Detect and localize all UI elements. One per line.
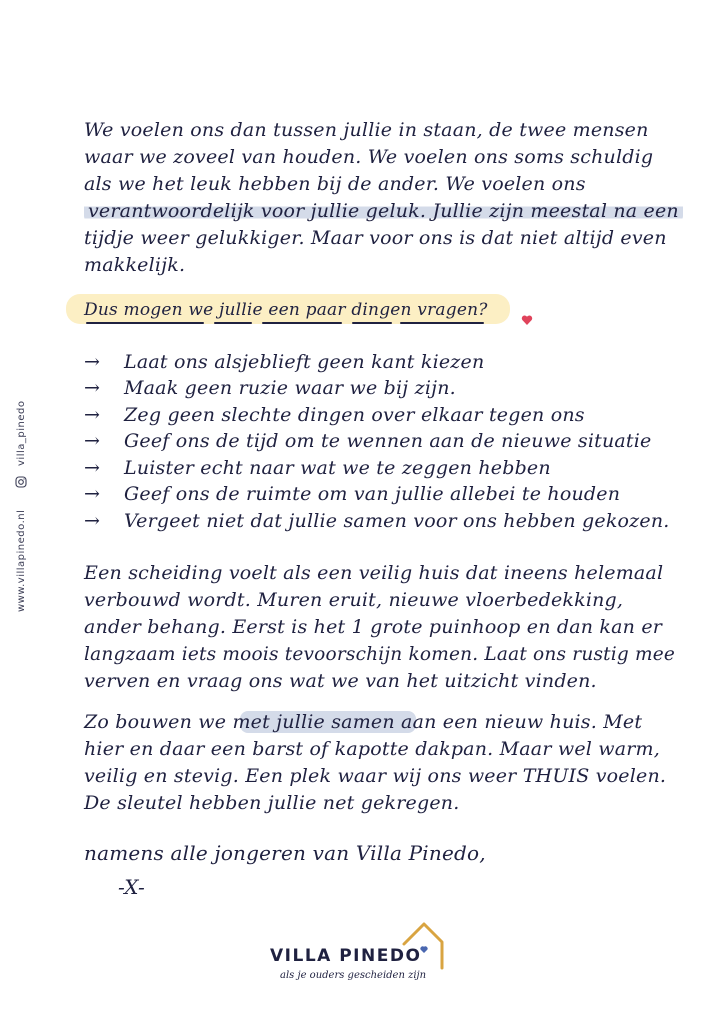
build-line <box>84 709 674 736</box>
list-item <box>84 429 670 456</box>
build-line: veilig en stevig. Een plek waar wij ons weer THUIS voelen. <box>84 765 667 787</box>
arrow-icon: → <box>84 456 101 479</box>
build-line: hier en daar een barst of kapotte dakpan. Maar wel warm, <box>84 738 661 760</box>
list-item-text: Luister echt naar wat we te zeggen hebben <box>124 456 551 479</box>
intro-line: We voelen ons dan tussen jullie in staan, de twee mensen <box>84 119 649 141</box>
logo-subtitle: als je ouders gescheiden zijn <box>280 970 427 981</box>
arrow-icon: → <box>84 350 101 373</box>
divorce-line: verven en vraag ons wat we van het uitzicht vinden. <box>84 670 597 692</box>
list-item <box>84 376 670 403</box>
list-item-text: Laat ons alsjeblieft geen kant kiezen <box>124 350 485 373</box>
list-item-text: Zeg geen slechte dingen over elkaar tegen ons <box>124 403 585 426</box>
question-underline <box>352 322 392 324</box>
list-item-text: Geef ons de ruimte om van jullie allebei te houden <box>124 483 621 506</box>
list-item-text: Vergeet niet dat jullie samen voor ons hebben gekozen. <box>124 509 670 532</box>
divorce-line: ander behang. Eerst is het 1 grote puinhoop en dan kan er <box>84 616 663 638</box>
list-item <box>84 482 670 509</box>
intro-line: waar we zoveel van houden. We voelen ons soms schuldig <box>84 146 654 168</box>
list-item <box>84 455 670 482</box>
intro-line-text: verantwoordelijk voor jullie geluk. Jullie zijn meestal na een <box>84 200 683 222</box>
question-underline <box>262 322 342 324</box>
list-item-text: Maak geen ruzie waar we bij zijn. <box>124 377 456 400</box>
villa-pinedo-logo <box>270 916 450 996</box>
signature-line: namens alle jongeren van Villa Pinedo, <box>84 841 486 865</box>
question-underline <box>214 322 252 324</box>
intro-line: als we het leuk hebben bij de ander. We voelen ons <box>84 173 586 195</box>
question-text: Dus mogen we jullie een paar dingen vragen? <box>84 300 488 320</box>
build-line: De sleutel hebben jullie net gekregen. <box>84 792 460 814</box>
website-text: www.villapinedo.nl <box>16 509 27 612</box>
list-item <box>84 402 670 429</box>
arrow-icon: → <box>84 403 101 426</box>
logo-title: VILLA PINEDO <box>270 946 422 966</box>
question-underline <box>400 322 484 324</box>
intro-line-highlighted <box>84 198 679 225</box>
instagram-handle: villa_pinedo <box>16 400 27 466</box>
intro-paragraph <box>84 117 679 279</box>
list-item <box>84 508 670 535</box>
arrow-icon: → <box>84 430 101 453</box>
question-underline <box>86 322 204 324</box>
signature-mark: -X- <box>118 875 145 899</box>
divorce-paragraph <box>84 560 674 695</box>
arrow-icon: → <box>84 509 101 532</box>
list-item-text: Geef ons de tijd om te wennen aan de nieuwe situatie <box>124 430 652 453</box>
request-list <box>84 349 670 535</box>
divorce-line: Een scheiding voelt als een veilig huis dat ineens helemaal <box>84 562 664 584</box>
instagram-icon <box>15 476 27 488</box>
divorce-line: verbouwd wordt. Muren eruit, nieuwe vloerbedekking, <box>84 589 624 611</box>
list-item <box>84 349 670 376</box>
divorce-line: langzaam iets moois tevoorschijn komen. Laat ons rustig mee <box>84 644 676 665</box>
heart-icon <box>521 314 533 326</box>
arrow-icon: → <box>84 483 101 506</box>
intro-line: makkelijk. <box>84 254 186 276</box>
build-paragraph <box>84 709 674 817</box>
intro-line: tijdje weer gelukkiger. Maar voor ons is dat niet altijd even <box>84 227 667 249</box>
build-line-text: Zo bouwen we met jullie samen aan een nieuw huis. Met <box>84 711 643 733</box>
arrow-icon: → <box>84 377 101 400</box>
